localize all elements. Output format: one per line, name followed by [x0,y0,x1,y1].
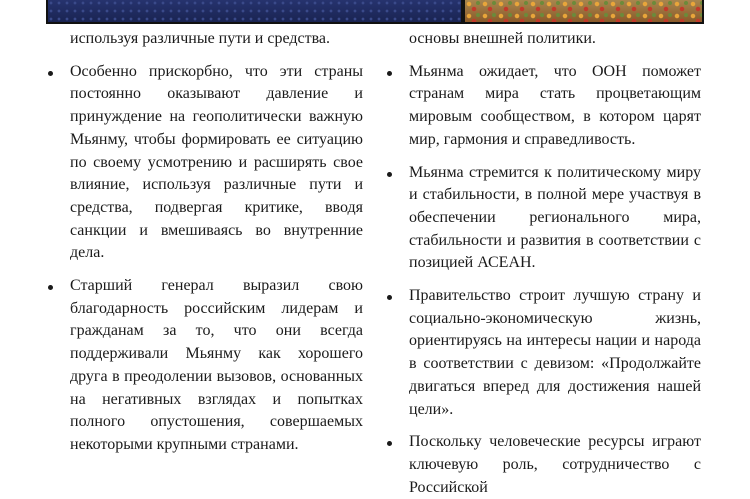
photo-strip [46,0,704,24]
meeting-photo-right [465,0,702,22]
right-bullet-1: Мьянма ожидает, что ООН поможет странам мира стать процветающим мировым сообществом, в котором царят мир, гармония и справедливость. [409,61,701,152]
left-column [70,28,363,457]
left-bullet-1: Особенно прискорбно, что эти страны постоянно оказывают давление и принуждение на геополитически важную Мьянму, чтобы формировать ее ситуацию по своему усмотрению и расширять свое влияние, используя различные пути и средства, подвергая критике, вводя санкции и вмешиваясь во внутренние дела. [70,61,363,265]
right-continuation-text: основы внешней политики. [409,30,596,47]
right-bullet-3: Правительство строит лучшую страну и социально-экономическую жизнь, ориентируясь на интересы нации и народа в соответствии с девизом: «Продолжайте двигаться вперед для достижения нашей цели». [409,285,701,421]
left-bullet-2: Старший генерал выразил свою благодарность российским лидерам и гражданам за то, что они всегда поддерживали Мьянму как хорошего друга в преодолении вызовов, основанных на негативных взглядах и попытках полного опустошения, совершаемых некоторыми крупными странами. [70,275,363,457]
left-continuation-text: используя различные пути и средства. [70,30,331,47]
right-bullet-2: Мьянма стремится к политическому миру и стабильности, в полной мере участвуя в обеспечении регионального мира, стабильности и развития в соответствии с позицией АСЕАН. [409,162,701,276]
meeting-photo-left [48,0,461,22]
right-bullet-4: Поскольку человеческие ресурсы играют ключевую роль, сотрудничество с Российской [409,431,701,499]
right-column [409,28,701,499]
